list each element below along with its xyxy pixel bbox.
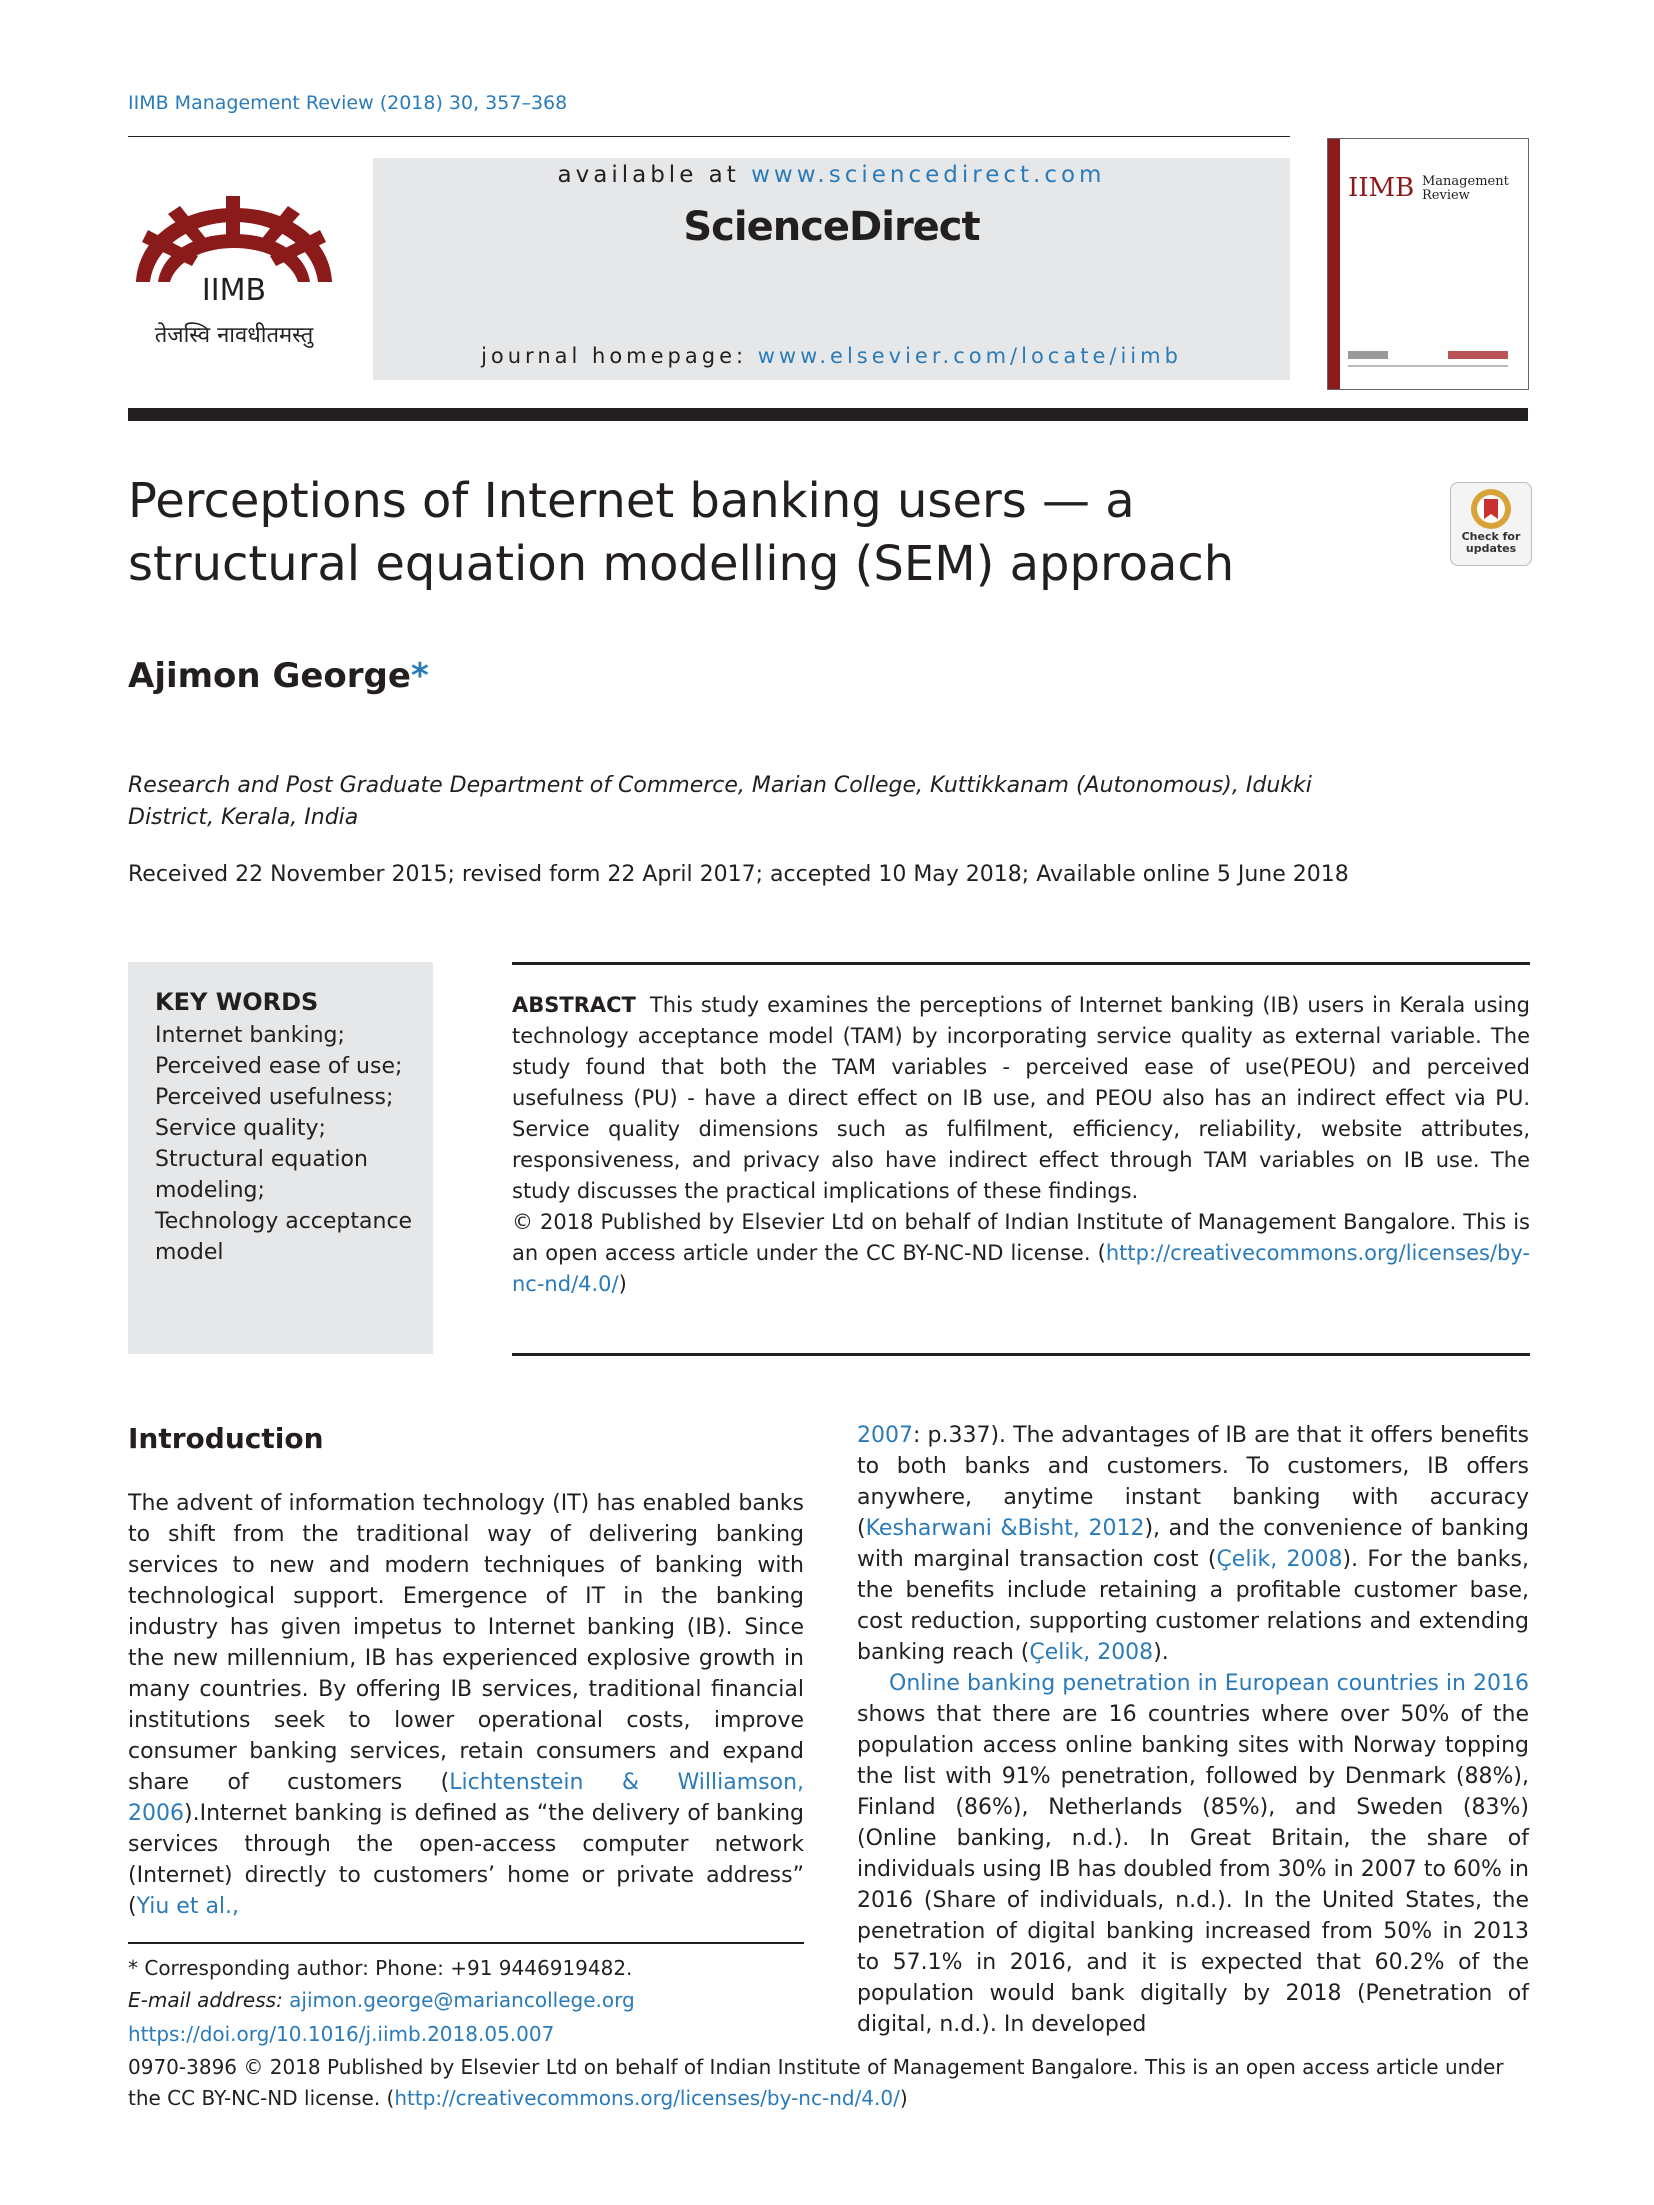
email-line <box>128 1984 804 2016</box>
abstract-copyright <box>512 1207 1530 1300</box>
citation-link[interactable]: Çelik, 2008 <box>1029 1640 1154 1665</box>
journal-reference[interactable]: IIMB Management Review (2018) 30, 357–368 <box>128 92 568 114</box>
check-updates-line-1: Check for <box>1461 530 1521 543</box>
doi-url[interactable]: https://doi.org/10.1016/j.iimb.2018.05.007 <box>128 2022 555 2046</box>
check-for-updates-badge[interactable] <box>1450 482 1532 566</box>
article-title <box>128 470 1358 596</box>
cover-mark-left <box>1348 351 1388 359</box>
intro-text: The advent of information technology (IT) has enabled banks to shift from the traditional way of delivering banking services to new and modern techniques of banking with technological support. Emergence of IT in the banking industry has given impetus to Internet banking (IB). Since the new millennium, IB has experienced explosive growth in many countries. By offering IB services, traditional financial institutions seek to lower operational costs, improve consumer banking services, retain consumers and expand share of customers ( <box>128 1491 804 1795</box>
footnote <box>128 1952 804 2016</box>
abstract-top-rule <box>512 962 1530 965</box>
keyword: Internet banking; <box>155 1023 345 1048</box>
top-rule <box>128 136 1290 137</box>
intro-text: ).Internet banking is defined as “the delivery of banking services through the open-access computer network (Internet) directly to customers’ home or private address” ( <box>128 1801 804 1919</box>
citation-link[interactable]: Lichtenstein & Williamson, 2006 <box>128 1770 805 1826</box>
title-line-2: structural equation modelling (SEM) approach <box>128 536 1235 592</box>
intro-text: : p.337). The advantages of IB are that it offers benefits to both banks and customers. To customers, IB offers anywhere, anytime instant banking with accuracy ( <box>857 1423 1529 1541</box>
intro-column-left <box>128 1488 804 1922</box>
abstract-text: This study examines the perceptions of Internet banking (IB) users in Kerala using technology acceptance model (TAM) by incorporating service quality as external variable. The study found that both the TAM variables - perceived ease of use(PEOU) and perceived usefulness (PU) - have a direct effect on IB use, and PEOU also has an indirect effect via PU. Service quality dimensions such as fulfilment, efficiency, reliability, website attributes, responsiveness, and privacy also have indirect effect through TAM variables on IB use. The study discusses the practical implications of these findings. <box>512 993 1530 1203</box>
citation-link-yiu[interactable]: Yiu et al., <box>136 1894 240 1919</box>
email-label: E-mail address: <box>128 1988 290 2012</box>
cover-sub-2: Review <box>1422 188 1470 203</box>
keyword: Technology acceptance model <box>155 1209 413 1265</box>
keyword: Perceived usefulness; <box>155 1085 394 1110</box>
intro-paragraph-2 <box>857 1668 1529 2040</box>
author <box>128 656 429 696</box>
logo-motto: तेजस्वि नावधीतमस्तु <box>154 323 314 348</box>
license-close: ) <box>899 2086 908 2110</box>
copyright-close: ) <box>618 1272 627 1296</box>
cover-band <box>1328 139 1340 389</box>
logo-text: IIMB <box>201 273 267 308</box>
abstract-license-link[interactable]: http://creativecommons.org/licenses/by-nc-nd/4.0/ <box>512 1241 1530 1296</box>
cover-mark-right <box>1448 351 1508 359</box>
intro-paragraph-1-continued <box>857 1420 1529 1668</box>
intro-paragraph-1 <box>128 1488 804 1922</box>
cover-footer-line <box>1348 365 1508 367</box>
author-footnote-mark[interactable]: * <box>410 656 429 696</box>
iimb-logo <box>128 190 340 360</box>
article-dates: Received 22 November 2015; revised form 22 April 2017; accepted 10 May 2018; Available online 5 June 2018 <box>128 862 1349 887</box>
email-link[interactable]: ajimon.george@mariancollege.org <box>289 1988 635 2012</box>
header-thick-rule <box>128 408 1528 421</box>
doi-link[interactable] <box>128 2022 554 2046</box>
footer-license-link[interactable]: http://creativecommons.org/licenses/by-nc-nd/4.0/ <box>394 2086 900 2110</box>
citation-link-yiu-year[interactable]: 2007 <box>857 1423 913 1448</box>
abstract <box>512 990 1530 1300</box>
corresponding-author: * Corresponding author: Phone: +91 9446919482. <box>128 1956 633 1980</box>
affiliation: Research and Post Graduate Department of Commerce, Marian College, Kuttikkanam (Autonomous), Idukki District, Kerala, India <box>128 773 1312 830</box>
check-updates-label <box>1451 531 1531 555</box>
citation-link[interactable]: Kesharwani &Bisht, 2012 <box>865 1516 1145 1541</box>
sciencedirect-link[interactable]: www.sciencedirect.com <box>751 162 1106 188</box>
homepage-link[interactable]: www.elsevier.com/locate/iimb <box>757 344 1182 368</box>
intro-column-right <box>857 1420 1529 2040</box>
intro-text: ), and the convenience of banking with marginal transaction cost ( <box>857 1516 1529 1572</box>
license-footer <box>128 2052 1530 2114</box>
cover-sub-1: Management <box>1422 174 1509 189</box>
section-heading-introduction: Introduction <box>128 1422 324 1455</box>
check-updates-line-2: updates <box>1465 542 1517 555</box>
abstract-label: ABSTRACT <box>512 993 636 1017</box>
keyword: Service quality; <box>155 1116 326 1141</box>
title-line-1: Perceptions of Internet banking users — a <box>128 473 1135 529</box>
intro-text: ). For the banks, the benefits include retaining a profitable customer base, cost reduction, supporting customer relations and extending banking reach ( <box>857 1547 1529 1665</box>
author-name: Ajimon George <box>128 656 411 696</box>
intro-text: ). <box>1153 1640 1169 1665</box>
homepage-prefix: journal homepage: <box>481 344 758 368</box>
cover-title-main: IIMB <box>1348 173 1415 203</box>
abstract-body <box>512 990 1530 1207</box>
journal-homepage <box>373 344 1290 368</box>
citation-link[interactable]: Çelik, 2008 <box>1216 1547 1343 1572</box>
keyword: Perceived ease of use; <box>155 1054 403 1079</box>
journal-cover[interactable] <box>1327 138 1529 390</box>
sciencedirect-banner <box>373 158 1290 380</box>
bookmark-icon <box>1451 483 1531 533</box>
keywords-title: KEY WORDS <box>155 988 319 1016</box>
available-prefix: available at <box>557 162 752 188</box>
license-text: 0970-3896 © 2018 Published by Elsevier Ltd on behalf of Indian Institute of Management Bangalore. This is an open access article under the CC BY-NC-ND license. ( <box>128 2055 1504 2110</box>
cover-title-sub <box>1422 175 1509 203</box>
footnote-rule <box>128 1942 804 1944</box>
abstract-bottom-rule <box>512 1353 1530 1356</box>
keywords-list <box>155 1020 425 1268</box>
copyright-text: © 2018 Published by Elsevier Ltd on behalf of Indian Institute of Management Bangalore. This is an open access article under the CC BY-NC-ND license. ( <box>512 1210 1530 1265</box>
keyword: Structural equation modeling; <box>155 1147 368 1203</box>
iimb-logo-graphic <box>128 190 340 360</box>
sciencedirect-title: ScienceDirect <box>683 204 980 250</box>
intro-text: shows that there are 16 countries where over 50% of the population access online banking sites with Norway topping the list with 91% penetration, followed by Denmark (88%), Finland (86%), Netherlands (85%), and Sweden (83%) (Online banking, n.d.). In Great Britain, the share of individuals using IB has doubled from 30% in 2007 to 60% in 2016 (Share of individuals, n.d.). In the United States, the penetration of digital banking increased from 50% in 2013 to 57.1% in 2016, and it is expected that 60.2% of the population would bank digitally by 2018 (Penetration of digital, n.d.). In developed <box>857 1702 1529 2037</box>
online-banking-link[interactable]: Online banking penetration in European countries in 2016 <box>889 1671 1529 1696</box>
keywords-box <box>128 962 433 1354</box>
available-at <box>373 162 1290 188</box>
